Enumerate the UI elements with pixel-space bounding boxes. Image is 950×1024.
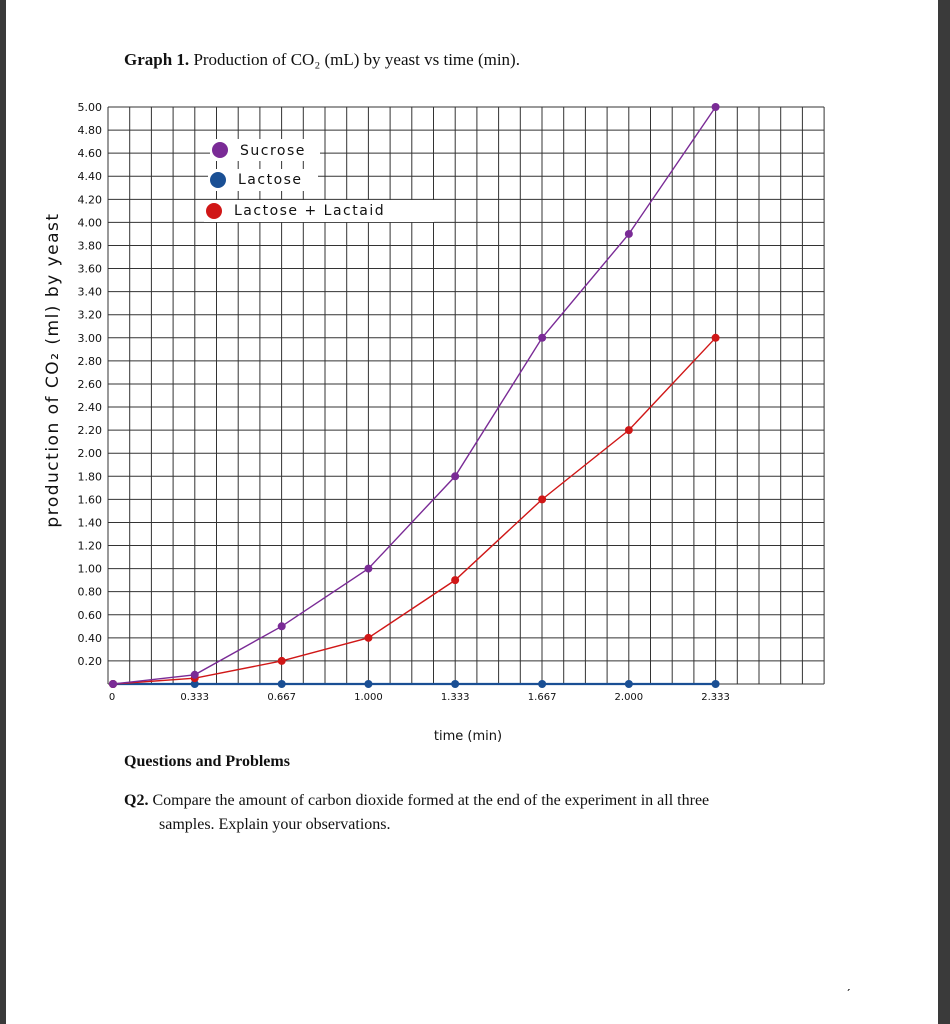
data-point-sucrose <box>712 103 720 111</box>
legend-label-sucrose: Sucrose <box>240 143 306 159</box>
y-tick-label: 5.00 <box>77 101 102 114</box>
data-point-lactose <box>538 680 546 688</box>
x-tick-label: 1.000 <box>354 692 383 703</box>
x-axis-label: time (min) <box>433 729 503 744</box>
data-point-lactose-lactaid <box>712 334 720 342</box>
chart-grid <box>108 107 824 684</box>
legend-swatch-lactose-lactaid <box>206 203 222 219</box>
legend-label-lactose: Lactose <box>238 172 303 188</box>
data-point-sucrose <box>278 622 286 630</box>
y-tick-label: 4.60 <box>77 147 102 161</box>
x-tick-label: 2.333 <box>701 692 730 703</box>
data-point-lactose-lactaid <box>364 634 372 642</box>
chart-legend <box>204 139 434 222</box>
question-2 <box>124 789 824 837</box>
data-point-sucrose <box>364 565 372 573</box>
data-point-lactose <box>451 680 459 688</box>
y-tick-label: 3.00 <box>77 331 102 345</box>
y-tick-label: 4.40 <box>77 170 102 184</box>
data-point-lactose-lactaid <box>538 495 546 503</box>
y-tick-label: 1.80 <box>77 470 102 484</box>
data-point-lactose <box>712 680 720 688</box>
y-axis-label: production of CO₂ (ml) by yeast <box>43 212 63 528</box>
y-tick-label: 2.00 <box>77 447 102 461</box>
y-tick-label: 2.20 <box>77 424 102 438</box>
data-point-sucrose <box>538 334 546 342</box>
x-tick-label: 2.000 <box>614 692 644 703</box>
x-tick-label: 1.333 <box>440 692 470 703</box>
y-tick-label: 0.80 <box>77 585 102 599</box>
data-point-lactose-lactaid <box>451 576 459 584</box>
chart-series <box>109 103 720 688</box>
y-tick-label: 2.80 <box>77 354 102 368</box>
y-tick-label: 3.80 <box>77 239 102 253</box>
y-tick-label: 4.00 <box>77 216 102 230</box>
co2-production-chart <box>6 0 938 760</box>
document-page <box>6 0 938 1024</box>
graph-title-label: Graph 1. <box>124 50 190 69</box>
series-line-sucrose <box>113 107 716 684</box>
data-point-lactose-lactaid <box>278 657 286 665</box>
data-point-sucrose <box>191 671 199 679</box>
y-tick-label: 4.20 <box>77 193 102 207</box>
legend-swatch-sucrose <box>212 142 228 158</box>
data-point-lactose <box>278 680 286 688</box>
legend-label-lactose-lactaid: Lactose + Lactaid <box>234 203 386 219</box>
y-tick-label: 1.20 <box>77 539 102 553</box>
y-tick-labels <box>78 101 103 668</box>
x-tick-label: 0 <box>108 692 116 703</box>
series-line-lactose-lactaid <box>113 338 716 684</box>
data-point-sucrose <box>625 230 633 238</box>
questions-heading: Questions and Problems <box>124 753 290 770</box>
y-tick-label: 0.20 <box>77 654 102 668</box>
y-tick-label: 2.40 <box>77 401 102 415</box>
y-tick-label: 4.80 <box>77 124 102 138</box>
x-tick-label: 1.667 <box>527 692 557 703</box>
graph-title-text: Production of CO₂ (mL) by yeast vs time (min). <box>193 50 520 69</box>
legend-swatch-lactose <box>210 172 226 188</box>
data-point-sucrose <box>451 472 459 480</box>
y-tick-label: 1.00 <box>77 562 102 576</box>
data-point-lactose <box>625 680 633 688</box>
x-tick-labels <box>109 692 730 703</box>
stray-mark: ˏ <box>846 975 851 991</box>
question-2-line1: Compare the amount of carbon dioxide formed at the end of the experiment in all three <box>152 792 710 809</box>
question-2-line2: samples. Explain your observations. <box>159 816 391 833</box>
x-tick-label: 0.667 <box>267 692 297 703</box>
y-tick-label: 2.60 <box>77 377 102 391</box>
data-point-sucrose <box>109 680 117 688</box>
data-point-lactose-lactaid <box>625 426 633 434</box>
y-tick-label: 1.60 <box>77 493 102 507</box>
y-tick-label: 3.60 <box>77 262 102 276</box>
y-tick-label: 0.40 <box>77 631 102 645</box>
y-tick-label: 3.20 <box>77 308 102 322</box>
y-tick-label: 0.60 <box>77 608 102 622</box>
y-tick-label: 3.40 <box>77 285 102 299</box>
x-tick-label: 0.333 <box>180 692 210 703</box>
question-2-number: Q2. <box>124 792 149 809</box>
y-tick-label: 1.40 <box>77 516 102 530</box>
data-point-lactose <box>364 680 372 688</box>
